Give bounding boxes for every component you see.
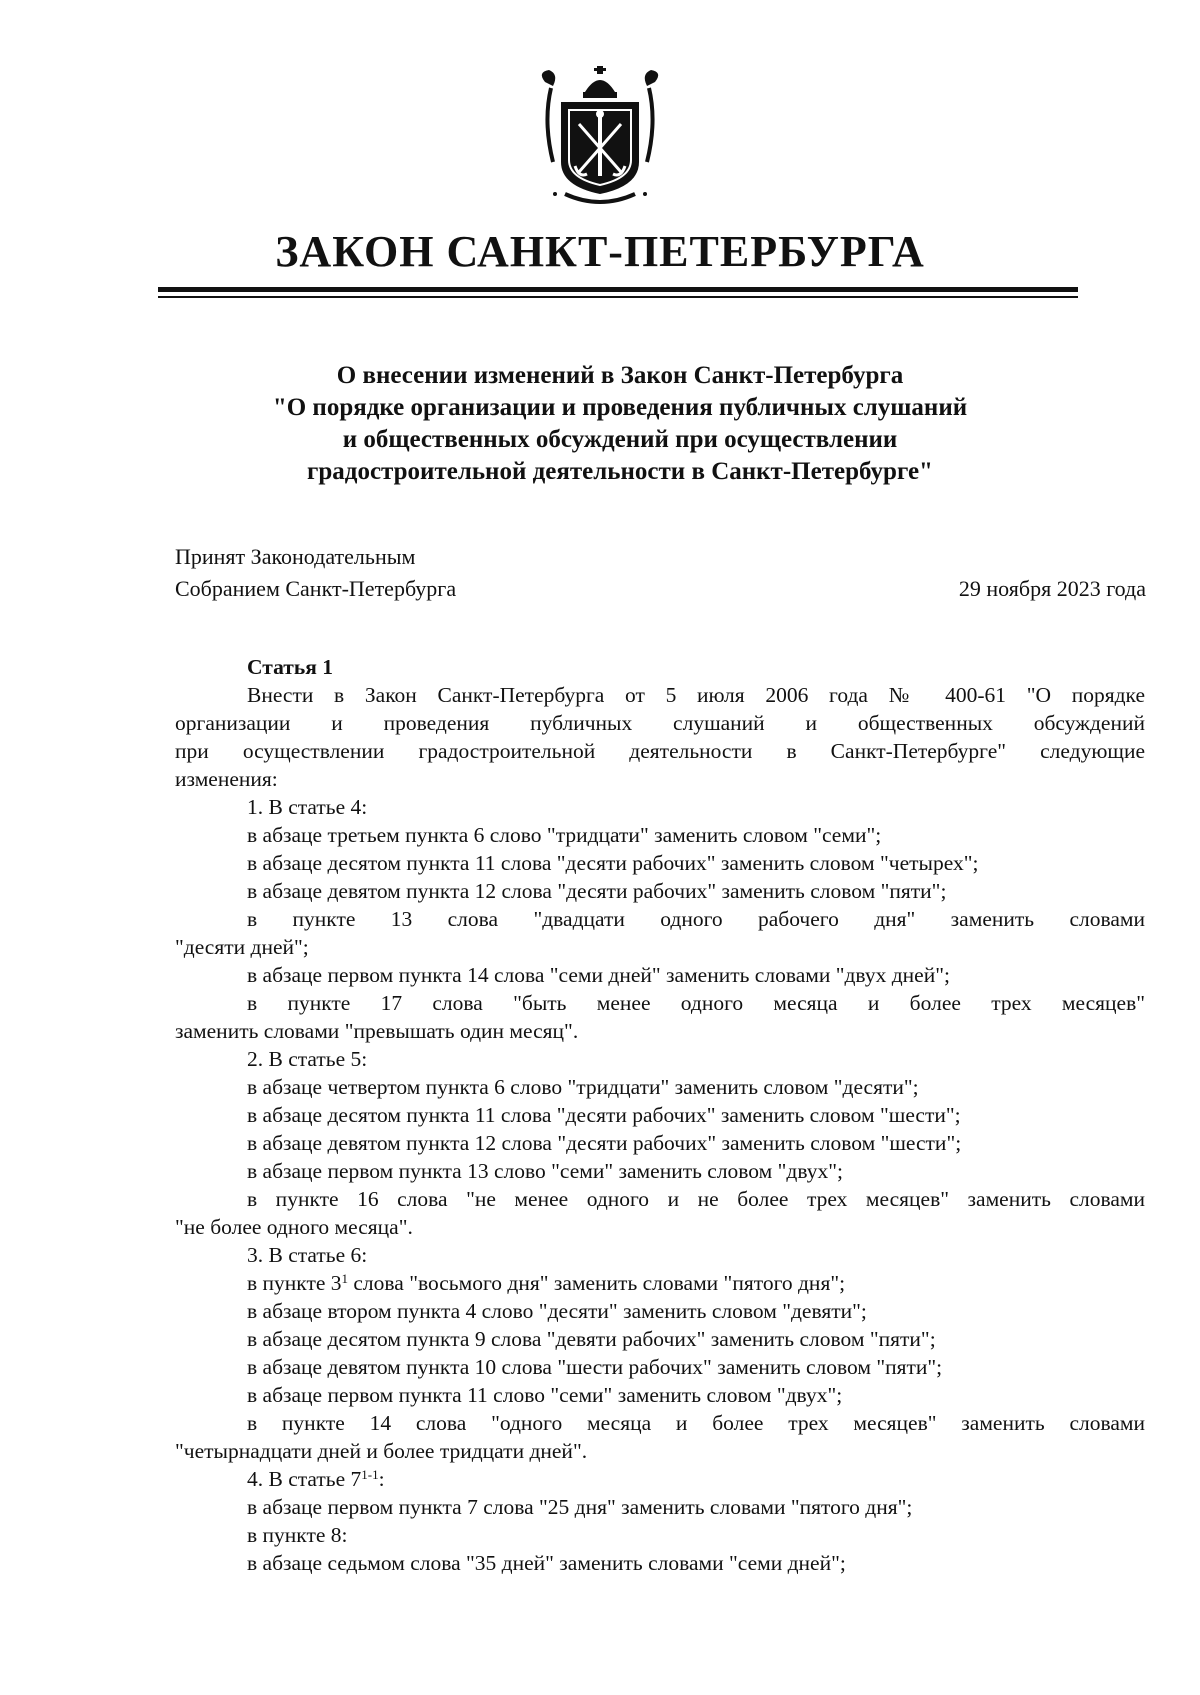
article-line: в пункте 16 слова "не менее одного и не более трех месяцев" заменить словами [247, 1187, 1145, 1211]
article-line: в пункте 14 слова "одного месяца и более трех месяцев" заменить словами [247, 1411, 1145, 1435]
document-title-line: и общественных обсуждений при осуществлении [342, 426, 898, 453]
article-line: "десяти дней"; [175, 935, 309, 959]
article-line-text: в пункте 3 [247, 1271, 342, 1295]
document-title-line: "О порядке организации и проведения публичных слушаний [272, 394, 968, 421]
title-rule-thick [158, 287, 1078, 292]
adoption-note-line: Собранием Санкт-Петербурга [175, 576, 457, 601]
saint-petersburg-coat-of-arms-icon [535, 62, 665, 210]
article-line: 1. В статье 4: [247, 795, 368, 819]
article-line: в абзаце девятом пункта 12 слова "десяти рабочих" заменить словом "пяти"; [247, 879, 947, 903]
article-line: в абзаце первом пункта 13 слово "семи" заменить словом "двух"; [247, 1159, 844, 1183]
adoption-note-line: Принят Законодательным [175, 544, 416, 569]
article-line-text: : [378, 1467, 385, 1491]
article-line: в абзаце десятом пункта 11 слова "десяти рабочих" заменить словом "четырех"; [247, 851, 979, 875]
article-line: в абзаце первом пункта 14 слова "семи дней" заменить словами "двух дней"; [247, 963, 950, 987]
article-line-text: 4. В статье 7 [247, 1467, 362, 1491]
article-line: в абзаце третьем пункта 6 слово "тридцати" заменить словом "семи"; [247, 823, 882, 847]
law-title: ЗАКОН САНКТ-ПЕТЕРБУРГА [275, 227, 925, 276]
article-line: в абзаце десятом пункта 9 слова "девяти рабочих" заменить словом "пяти"; [247, 1327, 936, 1351]
article-line: в абзаце втором пункта 4 слово "десяти" заменить словом "девяти"; [247, 1299, 867, 1323]
article-line [175, 1269, 1145, 1297]
article-line: "четырнадцати дней и более тридцати дней". [175, 1439, 588, 1463]
article-line: в абзаце четвертом пункта 6 слово "тридцати" заменить словом "десяти"; [247, 1075, 919, 1099]
document-title-line: О внесении изменений в Закон Санкт-Петербурга [336, 362, 904, 389]
article-body [175, 653, 1145, 1577]
article-line: заменить словами "превышать один месяц". [175, 1019, 579, 1043]
article-line: в пункте 13 слова "двадцати одного рабочего дня" заменить словами [247, 907, 1145, 931]
article-line: в абзаце девятом пункта 10 слова "шести рабочих" заменить словом "пяти"; [247, 1355, 943, 1379]
article-line: 3. В статье 6: [247, 1243, 368, 1267]
article-line: в пункте 17 слова "быть менее одного месяца и более трех месяцев" [247, 991, 1145, 1015]
article-line [175, 1465, 1145, 1493]
article-line: "не более одного месяца". [175, 1215, 413, 1239]
article-line-text: слова "восьмого дня" заменить словами "пятого дня"; [348, 1271, 846, 1295]
article-line: при осуществлении градостроительной деятельности в Санкт-Петербурге" следующие [175, 739, 1145, 763]
superscript: 1-1 [361, 1467, 379, 1482]
article-line: изменения: [175, 767, 278, 791]
article-line: в абзаце первом пункта 7 слова "25 дня" заменить словами "пятого дня"; [247, 1495, 913, 1519]
article-line: в абзаце седьмом слова "35 дней" заменить словами "семи дней"; [247, 1551, 846, 1575]
document-title [160, 360, 1080, 488]
document-title-line: градостроительной деятельности в Санкт-Петербурге" [307, 458, 933, 485]
article-line: организации и проведения публичных слушаний и общественных обсуждений [175, 711, 1145, 735]
title-rule-thin [158, 296, 1078, 298]
article-line: в абзаце десятом пункта 11 слова "десяти рабочих" заменить словом "шести"; [247, 1103, 961, 1127]
adoption-note [175, 541, 456, 605]
article-line: 2. В статье 5: [247, 1047, 368, 1071]
article-line: в абзаце девятом пункта 12 слова "десяти рабочих" заменить словом "шести"; [247, 1131, 962, 1155]
article-title: Статья 1 [247, 655, 333, 679]
article-line: Внести в Закон Санкт-Петербурга от 5 июля 2006 года № 400-61 "О порядке [247, 683, 1145, 707]
article-line: в абзаце первом пункта 11 слово "семи" заменить словом "двух"; [247, 1383, 843, 1407]
superscript: 1 [341, 1271, 349, 1286]
article-line: в пункте 8: [247, 1523, 348, 1547]
adoption-date: 29 ноября 2023 года [958, 576, 1146, 601]
